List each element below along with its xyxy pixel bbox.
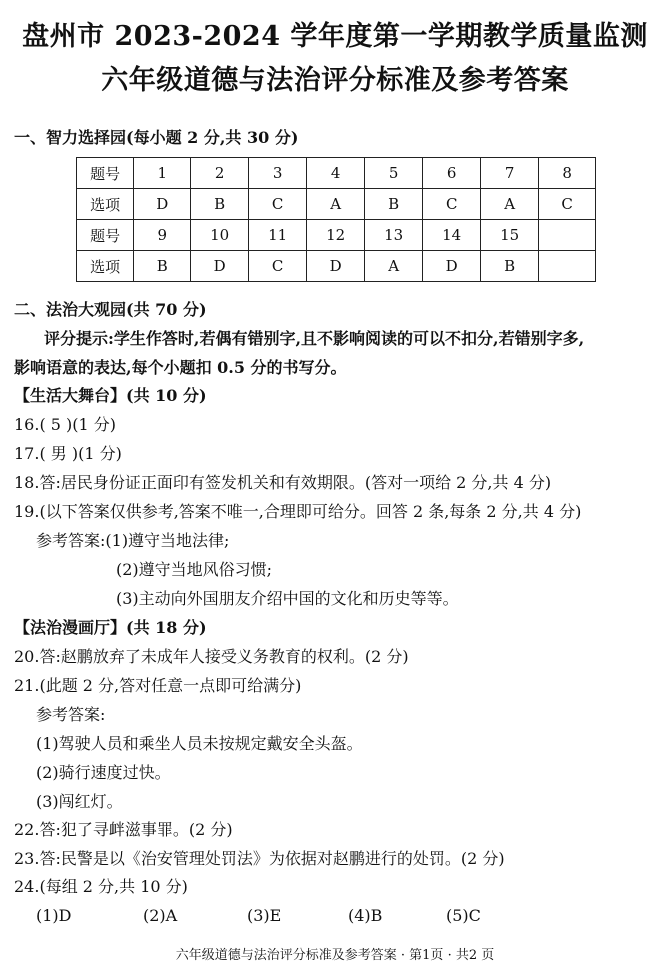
table-cell: 7	[481, 158, 539, 189]
q24-choice-3: (3)E	[247, 906, 282, 925]
q24-choice-2: (2)A	[143, 906, 178, 925]
table-cell: B	[134, 251, 191, 282]
answer-q19: 19.(以下答案仅供参考,答案不唯一,合理即可给分。回答 2 条,每条 2 分,共 4 分)	[14, 502, 582, 521]
table-row-label: 选项	[77, 189, 134, 220]
document-subtitle: 六年级道德与法治评分标准及参考答案	[101, 65, 569, 96]
table-cell: D	[191, 251, 249, 282]
table-cell: 2	[191, 158, 249, 189]
answer-q21: 21.(此题 2 分,答对任意一点即可给满分)	[14, 676, 302, 695]
table-row	[77, 189, 596, 220]
answer-q21-item2: (2)骑行速度过快。	[36, 763, 171, 782]
table-row-label: 选项	[77, 251, 134, 282]
answer-q21-ref: 参考答案:	[36, 705, 106, 724]
grading-tip-text: 评分提示:学生作答时,若偶有错别字,且不影响阅读的可以不扣分,若错别字多,	[44, 329, 585, 348]
table-cell: 4	[307, 158, 365, 189]
q24-choice-4: (4)B	[348, 906, 383, 925]
table-cell: A	[365, 251, 423, 282]
table-cell: 6	[423, 158, 481, 189]
table-row-label: 题号	[77, 220, 134, 251]
answer-q19-ref: 参考答案:(1)遵守当地法律;	[36, 531, 230, 550]
table-row	[77, 220, 596, 251]
table-cell: 14	[423, 220, 481, 251]
table-cell: 12	[307, 220, 365, 251]
answer-q21-item1: (1)驾驶人员和乘坐人员未按规定戴安全头盔。	[36, 734, 363, 753]
table-cell: D	[423, 251, 481, 282]
table-cell: D	[134, 189, 191, 220]
page-footer: 六年级道德与法治评分标准及参考答案 · 第1页 · 共2 页	[175, 948, 495, 963]
table-cell: 1	[134, 158, 191, 189]
table-row	[77, 251, 596, 282]
answer-table	[76, 157, 596, 282]
table-cell	[539, 220, 596, 251]
table-cell: B	[191, 189, 249, 220]
table-cell: A	[307, 189, 365, 220]
table-row-label: 题号	[77, 158, 134, 189]
answer-q18: 18.答:居民身份证正面印有签发机关和有效期限。(答对一项给 2 分,共 4 分)	[14, 473, 552, 492]
table-cell: 10	[191, 220, 249, 251]
table-cell: D	[307, 251, 365, 282]
subsection-comic-hall: 【法治漫画厅】(共 18 分)	[14, 618, 207, 637]
table-cell: 9	[134, 220, 191, 251]
answer-q24: 24.(每组 2 分,共 10 分)	[14, 877, 188, 896]
table-cell: B	[365, 189, 423, 220]
table-cell: C	[539, 189, 596, 220]
subsection-life-stage: 【生活大舞台】(共 10 分)	[14, 386, 207, 405]
answer-q19-item3: (3)主动向外国朋友介绍中国的文化和历史等等。	[116, 589, 459, 608]
grading-tip-line1	[44, 329, 584, 349]
answer-q19-item2: (2)遵守当地风俗习惯;	[116, 560, 273, 579]
table-cell: 11	[249, 220, 307, 251]
answer-q22: 22.答:犯了寻衅滋事罪。(2 分)	[14, 820, 233, 839]
document-title: 盘州市 2023-2024 学年度第一学期教学质量监测	[22, 21, 648, 52]
q24-choice-5: (5)C	[446, 906, 481, 925]
answer-q17: 17.( 男 )(1 分)	[14, 444, 122, 463]
table-row	[77, 158, 596, 189]
table-cell: 3	[249, 158, 307, 189]
table-cell: C	[249, 189, 307, 220]
table-cell: A	[481, 189, 539, 220]
q24-choice-1: (1)D	[36, 906, 72, 925]
table-cell: B	[481, 251, 539, 282]
table-cell: C	[249, 251, 307, 282]
table-cell	[539, 251, 596, 282]
section1-heading: 一、智力选择园(每小题 2 分,共 30 分)	[14, 128, 299, 147]
table-cell: 5	[365, 158, 423, 189]
section2-heading: 二、法治大观园(共 70 分)	[14, 300, 207, 319]
answer-q20: 20.答:赵鹏放弃了未成年人接受义务教育的权利。(2 分)	[14, 647, 409, 666]
table-cell: C	[423, 189, 481, 220]
table-cell: 13	[365, 220, 423, 251]
grading-tip-line2: 影响语意的表达,每个小题扣 0.5 分的书写分。	[14, 358, 347, 377]
table-cell: 8	[539, 158, 596, 189]
answer-q21-item3: (3)闯红灯。	[36, 792, 123, 811]
answer-q23: 23.答:民警是以《治安管理处罚法》为依据对赵鹏进行的处罚。(2 分)	[14, 849, 505, 868]
table-cell: 15	[481, 220, 539, 251]
answer-q16: 16.( 5 )(1 分)	[14, 415, 117, 434]
